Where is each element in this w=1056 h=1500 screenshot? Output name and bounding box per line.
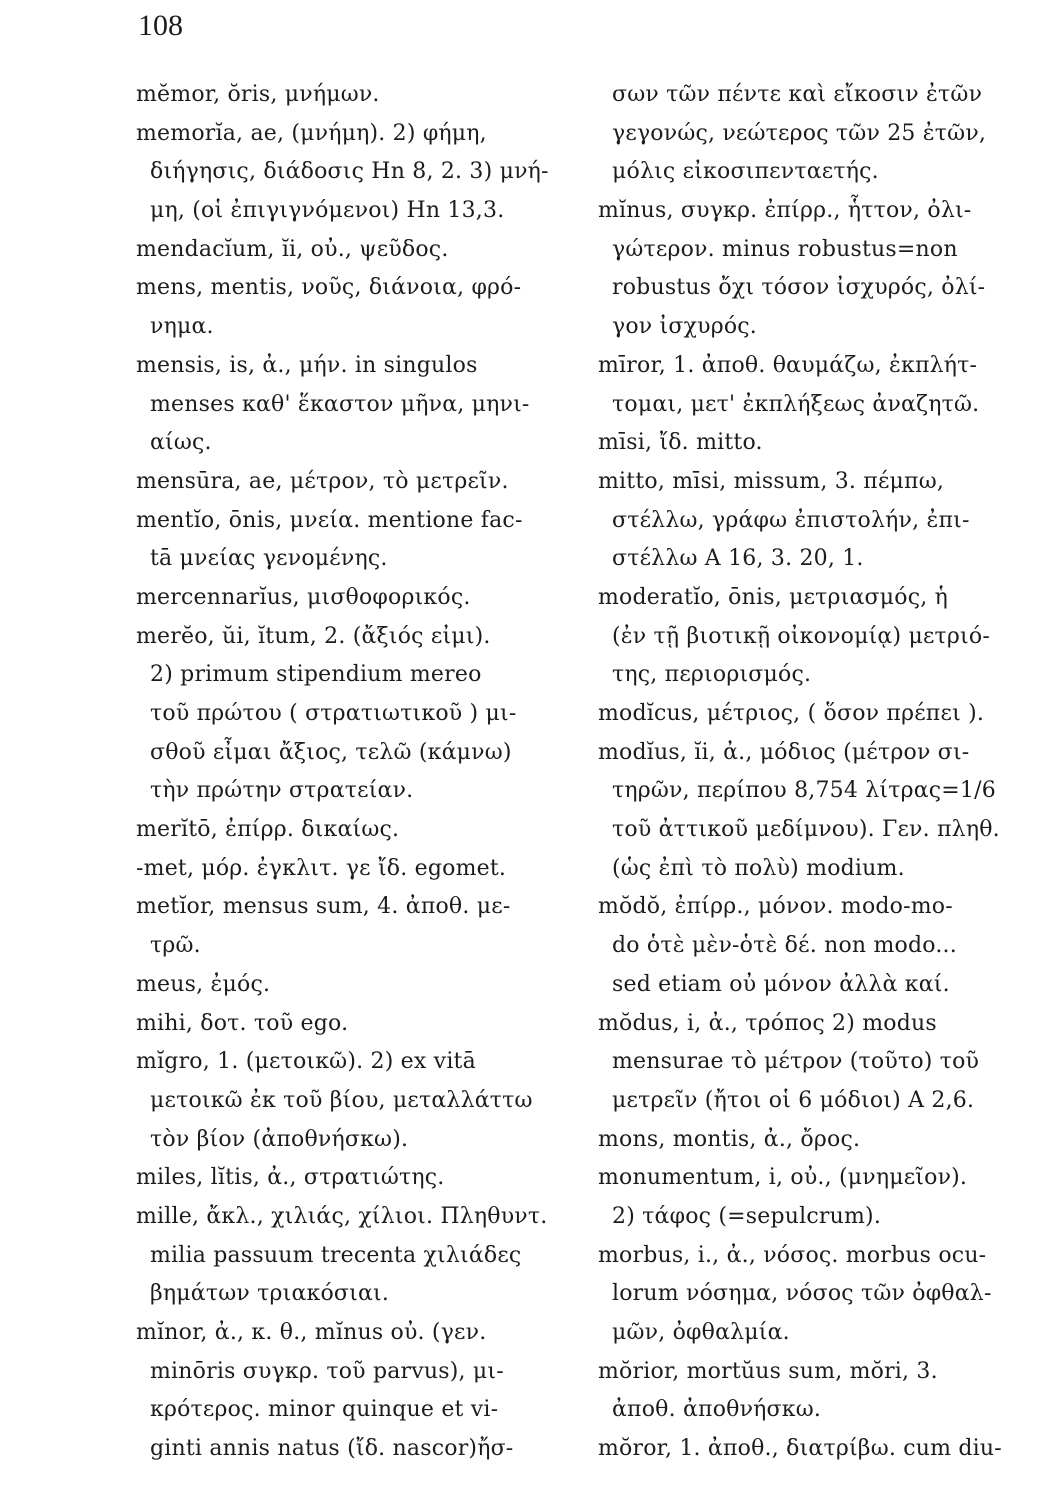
entry-headword-line: mendacĭum, ĭi, οὐ., ψεῦδος. [136,236,449,262]
entry-continuation-line: ginti annis natus (ἴδ. nascor)ἤσ- [150,1436,514,1462]
entry-continuation-line: sed etiam οὐ μόνον ἀλλὰ καί. [612,971,950,997]
entry-headword-line: mŏdŏ, ἐπίρρ., μόνον. modo-mo- [598,894,953,920]
entry-continuation-line: τὴν πρώτην στρατείαν. [150,778,414,804]
entry-continuation-line: σων τῶν πέντε καὶ εἴκοσιν ἐτῶν [612,82,983,107]
entry-continuation-line: στέλλω A 16, 3. 20, 1. [612,546,864,572]
entry-continuation-line: milia passuum trecenta χιλιάδες [150,1242,522,1268]
entry-headword-line: mĭnus, συγκρ. ἐπίρρ., ἧττον, ὀλι- [598,198,972,224]
entry-continuation-line: tā μνείας γενομένης. [150,546,388,572]
entry-headword-line: mille, ἄκλ., χιλιάς, χίλιοι. Πληθυντ. [136,1203,548,1229]
entry-continuation-line: βημάτων τριακόσιαι. [150,1281,390,1307]
entry-continuation-line: μη, (οἱ ἐπιγιγνόμενοι) Hn 13,3. [150,198,505,224]
entry-continuation-line: τομαι, μετ' ἐκπλήξεως ἀναζητῶ. [612,391,980,417]
entry-continuation-line: τοῦ ἀττικοῦ μεδίμνου). Γεν. πληθ. [612,817,1000,843]
right-column [598,76,1030,1469]
entry-continuation-line: τρῶ. [150,933,201,959]
entry-continuation-line: 2) primum stipendium mereo [150,662,482,688]
entry-headword-line: mensūra, ae, μέτρον, τὸ μετρεῖν. [136,468,509,494]
entry-continuation-line: robustus ὄχι τόσον ἰσχυρός, ὀλί- [612,275,986,301]
entry-headword-line: mīsi, ἴδ. mitto. [598,430,763,456]
entry-headword-line: mitto, mīsi, missum, 3. πέμπω, [598,468,945,494]
entry-headword-line: mĭgro, 1. (μετοικῶ). 2) ex vitā [136,1049,476,1075]
entry-continuation-line: (ὡς ἐπὶ τὸ πολὺ) modium. [612,855,905,881]
entry-continuation-line: γώτερον. minus robustus=non [612,236,958,262]
entry-headword-line: memorĭa, ae, (μνήμη). 2) φήμη, [136,120,487,146]
entry-continuation-line: mensurae τὸ μέτρον (τοῦτο) τοῦ [612,1049,980,1075]
entry-continuation-line: της, περιορισμός. [612,662,812,688]
entry-continuation-line: σθοῦ εἶμαι ἄξιος, τελῶ (κάμνω) [150,739,512,765]
entry-headword-line: mercennarĭus, μισθοφορικός. [136,584,471,610]
entry-continuation-line: γεγονώς, νεώτερος τῶν 25 ἐτῶν, [612,120,987,146]
entry-headword-line: merĭtō, ἐπίρρ. δικαίως. [136,817,400,843]
entry-continuation-line: ἀποθ. ἀποθνήσκω. [612,1397,822,1423]
entry-continuation-line: (ἐν τῇ βιοτικῇ οἰκονομίᾳ) μετριό- [612,623,990,649]
entry-headword-line: mŏdus, i, ἀ., τρόπος 2) modus [598,1010,937,1036]
entry-continuation-line: μετρεῖν (ἤτοι οἱ 6 μόδιοι) A 2,6. [612,1087,975,1113]
entry-headword-line: mensis, is, ἀ., μήν. in singulos [136,352,478,378]
entry-continuation-line: γον ἰσχυρός. [612,314,758,340]
entry-headword-line: mĕmor, ŏris, μνήμων. [136,82,380,107]
entry-continuation-line: minōris συγκρ. τοῦ parvus), μι- [150,1358,504,1384]
entry-continuation-line: μόλις εἰκοσιπενταετής. [612,159,879,185]
entry-headword-line: monumentum, i, οὐ., (μνημεῖον). [598,1165,968,1191]
entry-continuation-line: αίως. [150,430,212,456]
entry-headword-line: -met, μόρ. ἐγκλιτ. γε ἴδ. egomet. [136,855,507,881]
entry-headword-line: mŏrior, mortŭus sum, mŏri, 3. [598,1358,938,1384]
entry-continuation-line: μετοικῶ ἐκ τοῦ βίου, μεταλλάττω [150,1087,533,1113]
entry-headword-line: metĭor, mensus sum, 4. ἀποθ. με- [136,894,511,920]
entry-continuation-line: lorum νόσημα, νόσος τῶν ὀφθαλ- [612,1281,992,1307]
entry-headword-line: mens, mentis, νοῦς, διάνοια, φρό- [136,275,522,301]
entry-headword-line: meus, ἐμός. [136,971,271,997]
entry-continuation-line: κρότερος. minor quinque et vi- [150,1397,499,1423]
entry-headword-line: morbus, i., ἀ., νόσος. morbus ocu- [598,1242,987,1268]
entry-headword-line: merĕo, ŭi, ĭtum, 2. (ἄξιός εἰμι). [136,623,491,649]
entry-continuation-line: τοῦ πρώτου ( στρατιωτικοῦ ) μι- [150,701,517,726]
left-column [136,76,576,1469]
page-number: 108 [138,9,183,42]
entry-headword-line: moderatĭo, ōnis, μετριασμός, ἡ [598,584,949,610]
entry-continuation-line: 2) τάφος (=sepulcrum). [612,1203,882,1229]
entry-continuation-line: μῶν, ὀφθαλμία. [612,1320,790,1345]
entry-continuation-line: menses καθ' ἕκαστον μῆνα, μηνι- [150,391,530,417]
entry-continuation-line: τηρῶν, περίπου 8,754 λίτρας=1/6 [612,778,996,804]
entry-headword-line: modĭus, ĭi, ἀ., μόδιος (μέτρον σι- [598,739,970,765]
entry-headword-line: mŏror, 1. ἀποθ., διατρίβω. cum diu- [598,1436,1002,1462]
entry-headword-line: mentĭo, ōnis, μνεία. mentione fac- [136,507,523,533]
entry-continuation-line: τὸν βίον (ἀποθνήσκω). [150,1126,409,1152]
entry-headword-line: mīror, 1. ἀποθ. θαυμάζω, ἐκπλήτ- [598,352,978,378]
entry-headword-line: modĭcus, μέτριος, ( ὅσον πρέπει ). [598,701,985,726]
entry-headword-line: mĭnor, ἀ., κ. θ., mĭnus οὐ. (γεν. [136,1320,487,1345]
entry-continuation-line: στέλλω, γράφω ἐπιστολήν, ἐπι- [612,507,970,533]
entry-headword-line: mons, montis, ἀ., ὄρος. [598,1126,861,1152]
entry-headword-line: mihi, δοτ. τοῦ ego. [136,1010,349,1036]
entry-continuation-line: νημα. [150,314,214,340]
entry-continuation-line: do ὁτὲ μὲν-ὁτὲ δέ. non modo... [612,933,957,959]
entry-headword-line: miles, lĭtis, ἀ., στρατιώτης. [136,1165,445,1191]
entry-continuation-line: διήγησις, διάδοσις Hn 8, 2. 3) μνή- [150,159,549,185]
